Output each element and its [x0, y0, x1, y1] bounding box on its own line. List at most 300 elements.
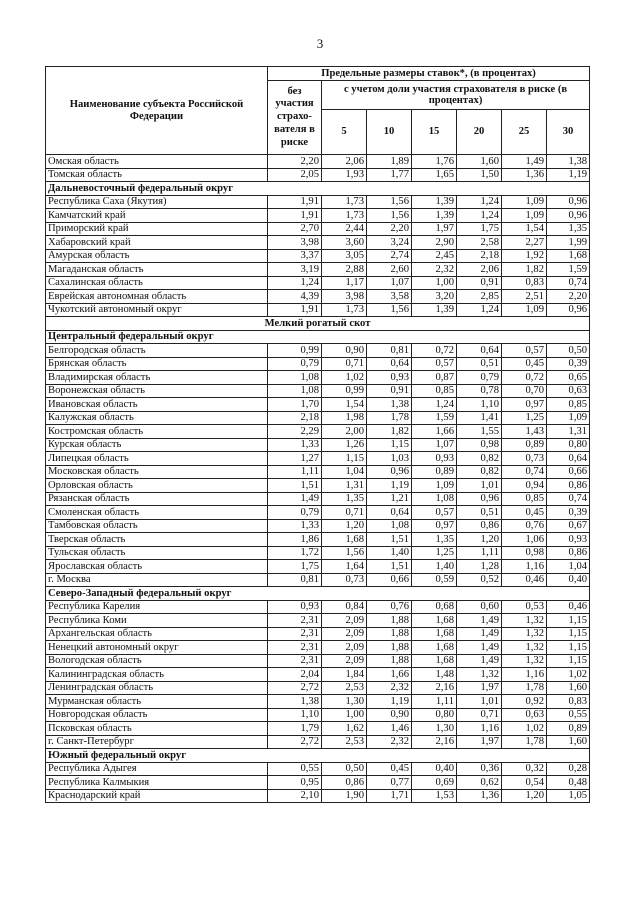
region-name: г. Санкт-Петербург	[46, 735, 268, 749]
table-row	[46, 344, 590, 358]
section-row	[46, 330, 590, 344]
rate-cell: 1,89	[367, 155, 412, 169]
rate-cell: 1,56	[322, 546, 367, 560]
rate-cell: 1,49	[268, 492, 322, 506]
rate-cell: 1,15	[322, 452, 367, 466]
rate-cell: 2,31	[268, 654, 322, 668]
rate-cell: 0,94	[502, 479, 547, 493]
rate-cell: 1,78	[502, 735, 547, 749]
table-row	[46, 384, 590, 398]
rate-cell: 1,32	[502, 654, 547, 668]
rate-cell: 0,89	[412, 465, 457, 479]
rate-cell: 4,39	[268, 290, 322, 304]
table-row	[46, 465, 590, 479]
rate-cell: 1,10	[268, 708, 322, 722]
rate-cell: 0,89	[502, 438, 547, 452]
rate-cell: 1,49	[457, 627, 502, 641]
rate-cell: 1,68	[547, 249, 590, 263]
region-name: Ярославская область	[46, 560, 268, 574]
rate-cell: 2,16	[412, 735, 457, 749]
table-row	[46, 789, 590, 803]
rate-cell: 0,76	[367, 600, 412, 614]
table-row	[46, 303, 590, 317]
header-with-risk-share: с учетом доли участия страхователя в риске (в процентах)	[322, 81, 590, 110]
header-share-25: 25	[502, 110, 547, 155]
rate-cell: 1,11	[268, 465, 322, 479]
rate-cell: 1,40	[367, 546, 412, 560]
rate-cell: 1,86	[268, 533, 322, 547]
rate-cell: 2,20	[547, 290, 590, 304]
rate-cell: 1,30	[322, 695, 367, 709]
rate-cell: 0,40	[547, 573, 590, 587]
region-name: Ленинградская область	[46, 681, 268, 695]
rate-cell: 1,25	[412, 546, 457, 560]
rate-cell: 1,48	[412, 668, 457, 682]
rate-cell: 2,09	[322, 627, 367, 641]
rate-cell: 0,57	[412, 357, 457, 371]
rate-cell: 1,49	[457, 614, 502, 628]
rate-cell: 1,51	[367, 560, 412, 574]
rate-cell: 2,44	[322, 222, 367, 236]
rate-cell: 0,65	[547, 371, 590, 385]
table-row	[46, 519, 590, 533]
table-row	[46, 398, 590, 412]
rate-cell: 1,24	[412, 398, 457, 412]
region-name: Курская область	[46, 438, 268, 452]
rate-cell: 0,86	[322, 776, 367, 790]
rate-cell: 2,32	[367, 735, 412, 749]
header-share-15: 15	[412, 110, 457, 155]
rate-cell: 2,09	[322, 614, 367, 628]
region-name: Воронежская область	[46, 384, 268, 398]
rate-cell: 1,39	[412, 209, 457, 223]
rate-cell: 1,03	[367, 452, 412, 466]
rate-cell: 0,39	[547, 506, 590, 520]
table-row	[46, 614, 590, 628]
rate-cell: 0,51	[457, 357, 502, 371]
rate-cell: 1,04	[322, 465, 367, 479]
region-name: Смоленская область	[46, 506, 268, 520]
rate-cell: 1,90	[322, 789, 367, 803]
region-name: Омская область	[46, 155, 268, 169]
rate-cell: 1,82	[367, 425, 412, 439]
rate-cell: 1,60	[457, 155, 502, 169]
table-row	[46, 641, 590, 655]
rate-cell: 1,56	[367, 195, 412, 209]
rate-cell: 1,08	[268, 371, 322, 385]
rate-cell: 1,16	[502, 668, 547, 682]
table-row	[46, 722, 590, 736]
rate-cell: 1,00	[412, 276, 457, 290]
rate-cell: 3,98	[322, 290, 367, 304]
region-name: Липецкая область	[46, 452, 268, 466]
rate-cell: 1,76	[412, 155, 457, 169]
section-title: Дальневосточный федеральный округ	[46, 182, 590, 196]
rate-cell: 2,72	[268, 681, 322, 695]
header-share-5: 5	[322, 110, 367, 155]
rate-cell: 0,86	[547, 546, 590, 560]
rate-cell: 1,38	[547, 155, 590, 169]
rate-cell: 1,19	[547, 168, 590, 182]
rate-cell: 0,72	[412, 344, 457, 358]
rate-cell: 0,80	[412, 708, 457, 722]
rate-cell: 2,90	[412, 236, 457, 250]
rate-cell: 0,93	[367, 371, 412, 385]
rate-cell: 0,96	[457, 492, 502, 506]
rate-cell: 0,66	[547, 465, 590, 479]
table-row	[46, 506, 590, 520]
rate-cell: 2,31	[268, 641, 322, 655]
table-row	[46, 155, 590, 169]
rate-cell: 1,50	[457, 168, 502, 182]
region-name: Камчатский край	[46, 209, 268, 223]
rate-cell: 2,53	[322, 735, 367, 749]
rate-cell: 1,66	[412, 425, 457, 439]
rate-cell: 0,72	[502, 371, 547, 385]
rate-cell: 0,83	[502, 276, 547, 290]
rate-cell: 1,53	[412, 789, 457, 803]
table-row	[46, 438, 590, 452]
rate-cell: 1,56	[367, 303, 412, 317]
region-name: Магаданская область	[46, 263, 268, 277]
rate-cell: 1,09	[412, 479, 457, 493]
rate-cell: 0,93	[547, 533, 590, 547]
rate-cell: 0,63	[547, 384, 590, 398]
rate-cell: 0,83	[547, 695, 590, 709]
rate-cell: 1,59	[547, 263, 590, 277]
rate-cell: 1,97	[457, 735, 502, 749]
rate-cell: 0,40	[412, 762, 457, 776]
rate-cell: 1,31	[547, 425, 590, 439]
rate-cell: 1,39	[412, 195, 457, 209]
table-body	[46, 155, 590, 803]
rate-cell: 1,46	[367, 722, 412, 736]
rate-cell: 3,60	[322, 236, 367, 250]
rate-cell: 0,51	[457, 506, 502, 520]
rate-cell: 0,85	[547, 398, 590, 412]
rate-cell: 1,01	[457, 479, 502, 493]
region-name: Томская область	[46, 168, 268, 182]
rate-cell: 0,92	[502, 695, 547, 709]
rate-cell: 0,86	[457, 519, 502, 533]
region-name: Тверская область	[46, 533, 268, 547]
rate-cell: 1,36	[502, 168, 547, 182]
rate-cell: 1,77	[367, 168, 412, 182]
rate-cell: 0,79	[268, 506, 322, 520]
region-name: Псковская область	[46, 722, 268, 736]
region-name: Амурская область	[46, 249, 268, 263]
rate-cell: 0,73	[322, 573, 367, 587]
rate-cell: 1,60	[547, 681, 590, 695]
rate-cell: 0,73	[502, 452, 547, 466]
rate-cell: 1,07	[367, 276, 412, 290]
rate-cell: 2,18	[457, 249, 502, 263]
rate-cell: 1,97	[457, 681, 502, 695]
rate-cell: 1,02	[547, 668, 590, 682]
rate-cell: 1,17	[322, 276, 367, 290]
category-row	[46, 317, 590, 331]
header-share-10: 10	[367, 110, 412, 155]
rate-cell: 0,93	[268, 600, 322, 614]
rate-cell: 0,48	[547, 776, 590, 790]
rate-cell: 2,06	[457, 263, 502, 277]
region-name: Краснодарский край	[46, 789, 268, 803]
rate-cell: 0,81	[268, 573, 322, 587]
rate-cell: 1,08	[367, 519, 412, 533]
table-row	[46, 276, 590, 290]
rate-cell: 0,67	[547, 519, 590, 533]
rate-cell: 1,35	[547, 222, 590, 236]
rate-cell: 0,54	[502, 776, 547, 790]
rate-cell: 1,59	[412, 411, 457, 425]
rate-cell: 0,52	[457, 573, 502, 587]
rate-cell: 3,19	[268, 263, 322, 277]
rate-cell: 2,60	[367, 263, 412, 277]
table-row	[46, 357, 590, 371]
rate-cell: 1,19	[367, 695, 412, 709]
region-name: Чукотский автономный округ	[46, 303, 268, 317]
rate-cell: 2,09	[322, 641, 367, 655]
rate-cell: 1,04	[547, 560, 590, 574]
rate-cell: 1,07	[412, 438, 457, 452]
rate-cell: 1,20	[457, 533, 502, 547]
table-row	[46, 546, 590, 560]
rate-cell: 0,64	[367, 506, 412, 520]
rate-cell: 1,41	[457, 411, 502, 425]
rate-cell: 0,71	[322, 506, 367, 520]
rate-cell: 1,78	[502, 681, 547, 695]
rate-cell: 0,62	[457, 776, 502, 790]
rate-cell: 3,05	[322, 249, 367, 263]
rate-cell: 1,32	[502, 627, 547, 641]
page-number: 3	[316, 36, 324, 51]
rate-cell: 0,50	[322, 762, 367, 776]
table-row	[46, 492, 590, 506]
rate-cell: 1,09	[502, 195, 547, 209]
rate-cell: 0,68	[412, 600, 457, 614]
rate-cell: 2,18	[268, 411, 322, 425]
rate-cell: 2,31	[268, 614, 322, 628]
rate-cell: 0,85	[502, 492, 547, 506]
table-row	[46, 425, 590, 439]
table-row	[46, 681, 590, 695]
rate-cell: 1,16	[502, 560, 547, 574]
section-row	[46, 587, 590, 601]
rate-cell: 1,93	[322, 168, 367, 182]
rate-cell: 2,09	[322, 654, 367, 668]
table-row	[46, 533, 590, 547]
rate-cell: 0,74	[502, 465, 547, 479]
rate-cell: 0,89	[547, 722, 590, 736]
rate-cell: 1,49	[457, 654, 502, 668]
rate-cell: 2,00	[322, 425, 367, 439]
rate-cell: 0,46	[502, 573, 547, 587]
rate-cell: 1,68	[412, 614, 457, 628]
rate-cell: 0,82	[457, 465, 502, 479]
rate-cell: 1,38	[268, 695, 322, 709]
rate-cell: 0,98	[457, 438, 502, 452]
rate-cell: 0,53	[502, 600, 547, 614]
rate-cell: 1,68	[412, 641, 457, 655]
rate-cell: 1,20	[322, 519, 367, 533]
rate-cell: 2,58	[457, 236, 502, 250]
rate-cell: 1,66	[367, 668, 412, 682]
table-row	[46, 695, 590, 709]
rate-cell: 2,27	[502, 236, 547, 250]
rate-cell: 0,86	[547, 479, 590, 493]
rate-cell: 0,45	[367, 762, 412, 776]
rate-cell: 1,79	[268, 722, 322, 736]
rate-cell: 1,40	[412, 560, 457, 574]
rate-cell: 1,98	[322, 411, 367, 425]
rate-cell: 0,99	[322, 384, 367, 398]
rate-cell: 1,99	[547, 236, 590, 250]
rate-cell: 1,15	[547, 614, 590, 628]
rate-cell: 0,69	[412, 776, 457, 790]
region-name: Мурманская область	[46, 695, 268, 709]
rate-cell: 1,11	[457, 546, 502, 560]
rate-cell: 0,96	[547, 209, 590, 223]
rate-cell: 2,74	[367, 249, 412, 263]
table-row	[46, 600, 590, 614]
rate-cell: 1,71	[367, 789, 412, 803]
rate-cell: 0,45	[502, 506, 547, 520]
rate-cell: 0,96	[547, 195, 590, 209]
table-row	[46, 222, 590, 236]
rate-cell: 0,55	[547, 708, 590, 722]
rate-cell: 1,39	[412, 303, 457, 317]
table-row	[46, 654, 590, 668]
rate-cell: 1,00	[322, 708, 367, 722]
rate-cell: 0,80	[547, 438, 590, 452]
rate-cell: 0,81	[367, 344, 412, 358]
rate-cell: 0,64	[457, 344, 502, 358]
rate-cell: 1,26	[322, 438, 367, 452]
rate-cell: 0,97	[502, 398, 547, 412]
rate-cell: 0,79	[457, 371, 502, 385]
region-name: Московская область	[46, 465, 268, 479]
rate-cell: 1,27	[268, 452, 322, 466]
region-name: Ненецкий автономный округ	[46, 641, 268, 655]
rate-cell: 1,68	[412, 654, 457, 668]
rate-cell: 2,53	[322, 681, 367, 695]
region-name: Брянская область	[46, 357, 268, 371]
rate-cell: 1,25	[502, 411, 547, 425]
rate-cell: 1,16	[457, 722, 502, 736]
rate-cell: 0,78	[457, 384, 502, 398]
rate-cell: 0,39	[547, 357, 590, 371]
rate-cell: 1,91	[268, 209, 322, 223]
rate-cell: 0,87	[412, 371, 457, 385]
rate-cell: 1,78	[367, 411, 412, 425]
section-title: Южный федеральный округ	[46, 749, 590, 763]
rate-cell: 0,45	[502, 357, 547, 371]
region-name: Архангельская область	[46, 627, 268, 641]
rate-cell: 0,76	[502, 519, 547, 533]
rate-cell: 1,05	[547, 789, 590, 803]
rate-cell: 1,97	[412, 222, 457, 236]
rate-cell: 1,72	[268, 546, 322, 560]
rate-cell: 1,56	[367, 209, 412, 223]
rate-cell: 1,65	[412, 168, 457, 182]
rate-cell: 1,51	[367, 533, 412, 547]
rate-cell: 1,73	[322, 303, 367, 317]
rate-cell: 1,02	[502, 722, 547, 736]
region-name: Ивановская область	[46, 398, 268, 412]
rate-cell: 1,24	[457, 195, 502, 209]
rate-cell: 1,21	[367, 492, 412, 506]
rate-cell: 2,31	[268, 627, 322, 641]
rate-cell: 2,06	[322, 155, 367, 169]
region-name: Хабаровский край	[46, 236, 268, 250]
rate-cell: 1,60	[547, 735, 590, 749]
rate-cell: 1,88	[367, 654, 412, 668]
region-name: Новгородская область	[46, 708, 268, 722]
rate-cell: 1,09	[502, 209, 547, 223]
rate-cell: 0,57	[502, 344, 547, 358]
rate-cell: 0,64	[547, 452, 590, 466]
rate-cell: 0,71	[457, 708, 502, 722]
region-name: Республика Коми	[46, 614, 268, 628]
rate-cell: 2,20	[268, 155, 322, 169]
rate-cell: 1,08	[268, 384, 322, 398]
header-share-20: 20	[457, 110, 502, 155]
rate-cell: 1,88	[367, 614, 412, 628]
rate-cell: 1,09	[502, 303, 547, 317]
rate-cell: 0,91	[367, 384, 412, 398]
region-name: Республика Саха (Якутия)	[46, 195, 268, 209]
table-row	[46, 479, 590, 493]
rate-cell: 1,36	[457, 789, 502, 803]
rate-cell: 2,85	[457, 290, 502, 304]
table-row	[46, 195, 590, 209]
rate-cell: 2,45	[412, 249, 457, 263]
table-row	[46, 762, 590, 776]
rate-cell: 1,15	[547, 654, 590, 668]
rate-cell: 0,90	[322, 344, 367, 358]
rate-cell: 3,20	[412, 290, 457, 304]
rate-cell: 1,75	[457, 222, 502, 236]
rate-cell: 3,98	[268, 236, 322, 250]
rate-cell: 1,68	[412, 627, 457, 641]
table-row	[46, 236, 590, 250]
rate-cell: 2,32	[367, 681, 412, 695]
region-name: Рязанская область	[46, 492, 268, 506]
region-name: Тульская область	[46, 546, 268, 560]
rate-cell: 1,54	[502, 222, 547, 236]
rate-cell: 0,77	[367, 776, 412, 790]
rate-cell: 0,82	[457, 452, 502, 466]
region-name: Калужская область	[46, 411, 268, 425]
rate-cell: 1,49	[502, 155, 547, 169]
rate-cell: 1,84	[322, 668, 367, 682]
rate-cell: 0,84	[322, 600, 367, 614]
rate-cell: 3,24	[367, 236, 412, 250]
header-region-name: Наименование субъекта Российской Федерации	[46, 67, 268, 155]
rate-cell: 1,20	[502, 789, 547, 803]
rate-cell: 1,55	[457, 425, 502, 439]
rate-cell: 1,35	[412, 533, 457, 547]
rate-cell: 2,32	[412, 263, 457, 277]
rate-cell: 0,28	[547, 762, 590, 776]
rate-cell: 0,96	[547, 303, 590, 317]
rate-cell: 0,95	[268, 776, 322, 790]
table-row	[46, 708, 590, 722]
rate-cell: 1,28	[457, 560, 502, 574]
table-row	[46, 168, 590, 182]
rate-cell: 2,72	[268, 735, 322, 749]
rate-cell: 1,88	[367, 641, 412, 655]
